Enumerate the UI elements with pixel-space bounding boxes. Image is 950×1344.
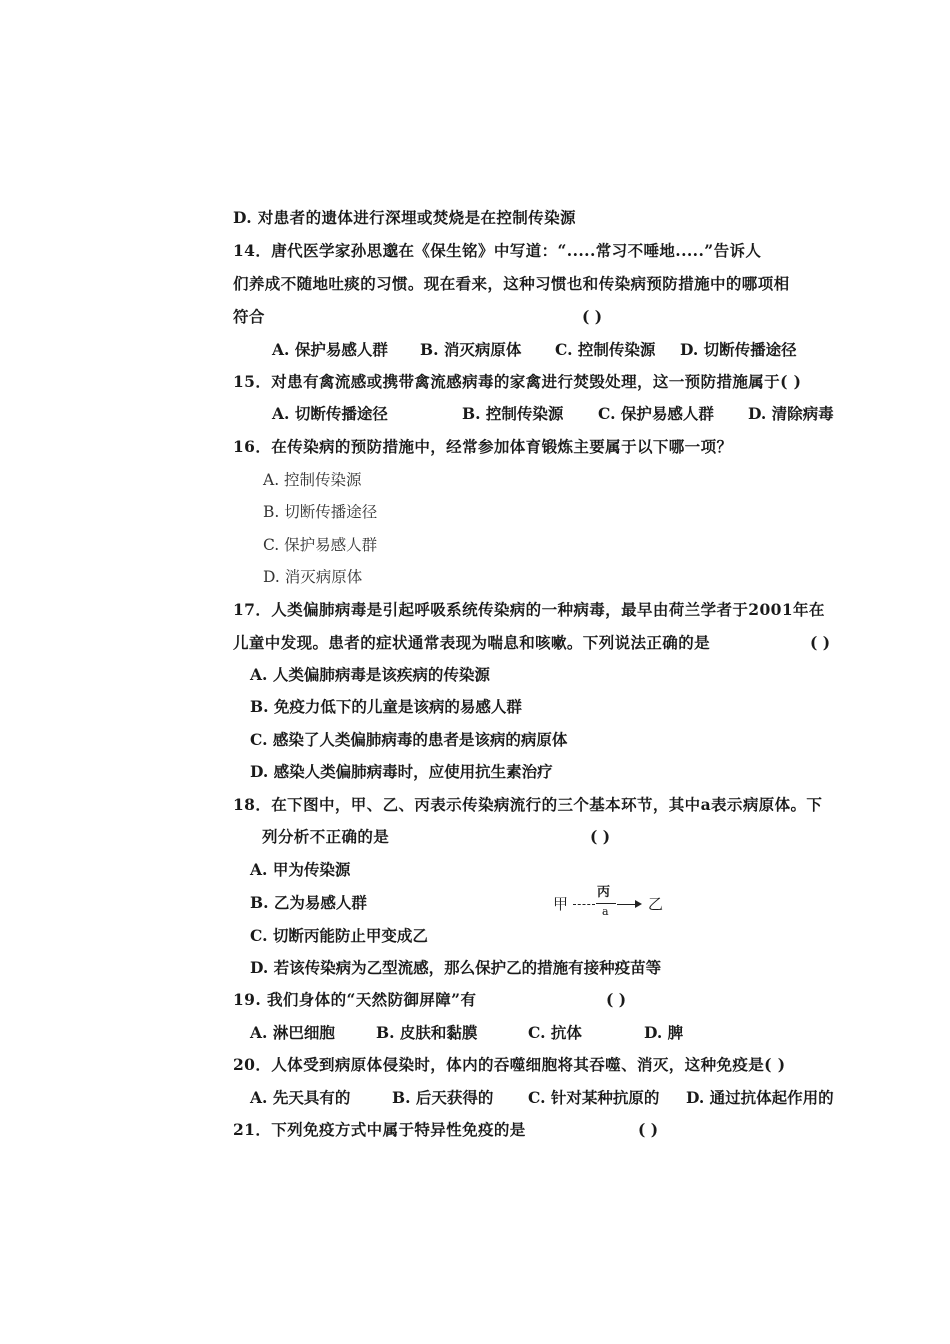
q16-stem: 16．在传染病的预防措施中，经常参加体育锻炼主要属于以下哪一项？ bbox=[233, 437, 733, 456]
q20-option-a: A. 先天具有的 bbox=[250, 1088, 351, 1107]
q17-option-a: A. 人类偏肺病毒是该疾病的传染源 bbox=[250, 665, 490, 684]
q14-stem-line3: 符合 bbox=[233, 307, 265, 326]
q16-option-c: C. 保护易感人群 bbox=[263, 536, 378, 554]
q16-option-d: D. 消灭病原体 bbox=[263, 568, 363, 586]
q20-option-c: C. 针对某种抗原的 bbox=[528, 1088, 660, 1107]
diagram-node-jia: 甲 bbox=[553, 895, 569, 913]
q20-stem: 20．人体受到病原体侵染时，体内的吞噬细胞将其吞噬、消灭，这种免疫是( ) bbox=[233, 1055, 786, 1074]
q14-answer-blank: ( ) bbox=[582, 307, 603, 326]
q13-option-d: D. 对患者的遗体进行深埋或焚烧是在控制传染源 bbox=[233, 208, 576, 227]
q15-option-b: B. 控制传染源 bbox=[462, 404, 564, 423]
q20-option-b: B. 后天获得的 bbox=[392, 1088, 494, 1107]
q21-stem: 21．下列免疫方式中属于特异性免疫的是 bbox=[233, 1120, 526, 1139]
q18-option-b: B. 乙为易感人群 bbox=[250, 893, 367, 912]
q20-option-d: D. 通过抗体起作用的 bbox=[686, 1088, 834, 1107]
diagram-label-a: a bbox=[602, 905, 609, 918]
q17-option-d: D. 感染人类偏肺病毒时，应使用抗生素治疗 bbox=[250, 762, 553, 781]
q17-answer-blank: ( ) bbox=[810, 633, 831, 652]
q16-option-b: B. 切断传播途径 bbox=[263, 503, 378, 521]
q21-answer-blank: ( ) bbox=[638, 1120, 659, 1139]
q18-answer-blank: ( ) bbox=[590, 827, 611, 846]
q15-option-d: D. 清除病毒 bbox=[748, 404, 834, 423]
q18-stem-line1: 18．在下图中，甲、乙、丙表示传染病流行的三个基本环节，其中a表示病原体。下 bbox=[233, 795, 823, 814]
q19-option-b: B. 皮肤和黏膜 bbox=[376, 1023, 478, 1042]
q14-option-c: C. 控制传染源 bbox=[555, 340, 656, 359]
q17-stem-line2: 儿童中发现。患者的症状通常表现为喘息和咳嗽。下列说法正确的是 bbox=[233, 633, 711, 652]
q14-option-a: A. 保护易感人群 bbox=[272, 340, 388, 359]
q18-stem-line2: 列分析不正确的是 bbox=[262, 827, 390, 846]
q18-option-a: A. 甲为传染源 bbox=[250, 860, 351, 879]
diagram-fraction-bar bbox=[596, 903, 616, 904]
diagram-node-yi: 乙 bbox=[648, 895, 664, 913]
diagram-dashed-arrow bbox=[573, 904, 595, 905]
q19-stem: 19. 我们身体的“天然防御屏障”有 bbox=[233, 990, 477, 1009]
q19-option-d: D. 脾 bbox=[644, 1023, 684, 1042]
q19-answer-blank: ( ) bbox=[606, 990, 627, 1009]
q18-transmission-diagram bbox=[553, 886, 673, 922]
q17-option-c: C. 感染了人类偏肺病毒的患者是该病的病原体 bbox=[250, 730, 568, 749]
q19-option-c: C. 抗体 bbox=[528, 1023, 582, 1042]
q18-option-d: D. 若该传染病为乙型流感，那么保护乙的措施有接种疫苗等 bbox=[250, 958, 662, 977]
q17-option-b: B. 免疫力低下的儿童是该病的易感人群 bbox=[250, 697, 522, 716]
diagram-solid-arrow bbox=[617, 904, 635, 905]
q14-option-b: B. 消灭病原体 bbox=[420, 340, 522, 359]
q16-option-a: A. 控制传染源 bbox=[263, 471, 362, 489]
q17-stem-line1: 17．人类偏肺病毒是引起呼吸系统传染病的一种病毒，最早由荷兰学者于2001年在 bbox=[233, 600, 825, 619]
q15-stem: 15．对患有禽流感或携带禽流感病毒的家禽进行焚毁处理，这一预防措施属于( ) bbox=[233, 372, 802, 391]
q14-option-d: D. 切断传播途径 bbox=[680, 340, 797, 359]
q15-option-c: C. 保护易感人群 bbox=[598, 404, 714, 423]
arrow-head-icon bbox=[635, 900, 642, 908]
q15-option-a: A. 切断传播途径 bbox=[272, 404, 388, 423]
q14-stem-line2: 们养成不随地吐痰的习惯。现在看来，这种习惯也和传染病预防措施中的哪项相 bbox=[233, 274, 790, 293]
q18-option-c: C. 切断丙能防止甲变成乙 bbox=[250, 926, 428, 945]
q14-stem-line1: 14．唐代医学家孙思邈在《保生铭》中写道：“.....常习不唾地.....”告诉人 bbox=[233, 241, 762, 260]
q19-option-a: A. 淋巴细胞 bbox=[250, 1023, 335, 1042]
diagram-node-bing: 丙 bbox=[597, 885, 611, 900]
